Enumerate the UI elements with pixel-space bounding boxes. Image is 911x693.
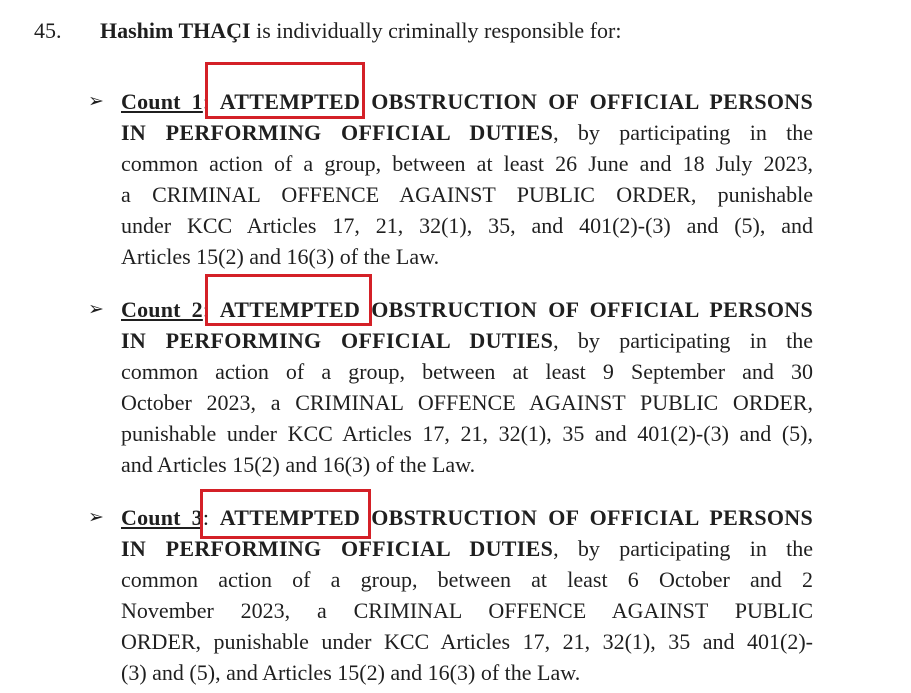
paragraph-number: 45.	[34, 18, 62, 43]
count-2-line: October 2023, a CRIMINAL OFFENCE AGAINST PUBLIC ORDER,	[121, 390, 813, 415]
count-3-line: common action of a group, between at least 6 October and 2	[121, 567, 813, 592]
count-3-line: November 2023, a CRIMINAL OFFENCE AGAINST PUBLIC	[121, 598, 813, 623]
count-1-line: IN PERFORMING OFFICIAL DUTIES, by participating in the	[121, 120, 814, 145]
highlight-box-count-2	[202, 274, 372, 326]
count-1-line: Articles 15(2) and 16(3) of the Law.	[121, 244, 440, 269]
highlight-box-count-3	[200, 489, 371, 539]
count-1-line: under KCC Articles 17, 21, 32(1), 35, and 401(2)-(3) and (5), and	[121, 213, 813, 238]
count-1-label: Count 1	[121, 89, 203, 114]
count-1-attempted: ATTEMPTED	[219, 89, 361, 114]
count-2-offence: OBSTRUCTION OF OFFICIAL PERSONS	[360, 297, 813, 322]
count-3-label: Count 3	[121, 505, 203, 530]
count-1-separator: :	[202, 89, 220, 114]
bullet-arrow-icon: ➢	[88, 91, 104, 112]
count-2-label: Count 2	[121, 297, 203, 322]
count-3-line: ORDER, punishable under KCC Articles 17, 21, 32(1), 35 and 401(2)-	[121, 629, 813, 654]
paragraph-intro: is individually criminally responsible for:	[250, 18, 622, 43]
count-2-separator: :	[202, 297, 220, 322]
count-1-line: a CRIMINAL OFFENCE AGAINST PUBLIC ORDER, punishable	[121, 182, 813, 207]
count-3-offence: OBSTRUCTION OF OFFICIAL PERSONS	[360, 505, 813, 530]
count-1-line: common action of a group, between at least 26 June and 18 July 2023,	[121, 151, 813, 176]
accused-name: Hashim THAÇI	[100, 18, 251, 43]
bullet-arrow-icon: ➢	[88, 507, 104, 528]
count-3-line: (3) and (5), and Articles 15(2) and 16(3) of the Law.	[121, 660, 581, 685]
count-3-line: IN PERFORMING OFFICIAL DUTIES, by participating in the	[121, 536, 814, 561]
count-3-attempted: ATTEMPTED	[219, 505, 361, 530]
count-1-offence: OBSTRUCTION OF OFFICIAL PERSONS	[360, 89, 813, 114]
count-2-line: common action of a group, between at least 9 September and 30	[121, 359, 813, 384]
count-2-line: and Articles 15(2) and 16(3) of the Law.	[121, 452, 476, 477]
bullet-arrow-icon: ➢	[88, 299, 104, 320]
count-2-line: punishable under KCC Articles 17, 21, 32(1), 35 and 401(2)-(3) and (5),	[121, 421, 813, 446]
highlight-box-count-1	[202, 62, 365, 119]
paragraph-45-heading	[34, 14, 621, 48]
count-3-separator: :	[202, 505, 220, 530]
count-2-line: IN PERFORMING OFFICIAL DUTIES, by participating in the	[121, 328, 814, 353]
count-2-attempted: ATTEMPTED	[219, 297, 361, 322]
